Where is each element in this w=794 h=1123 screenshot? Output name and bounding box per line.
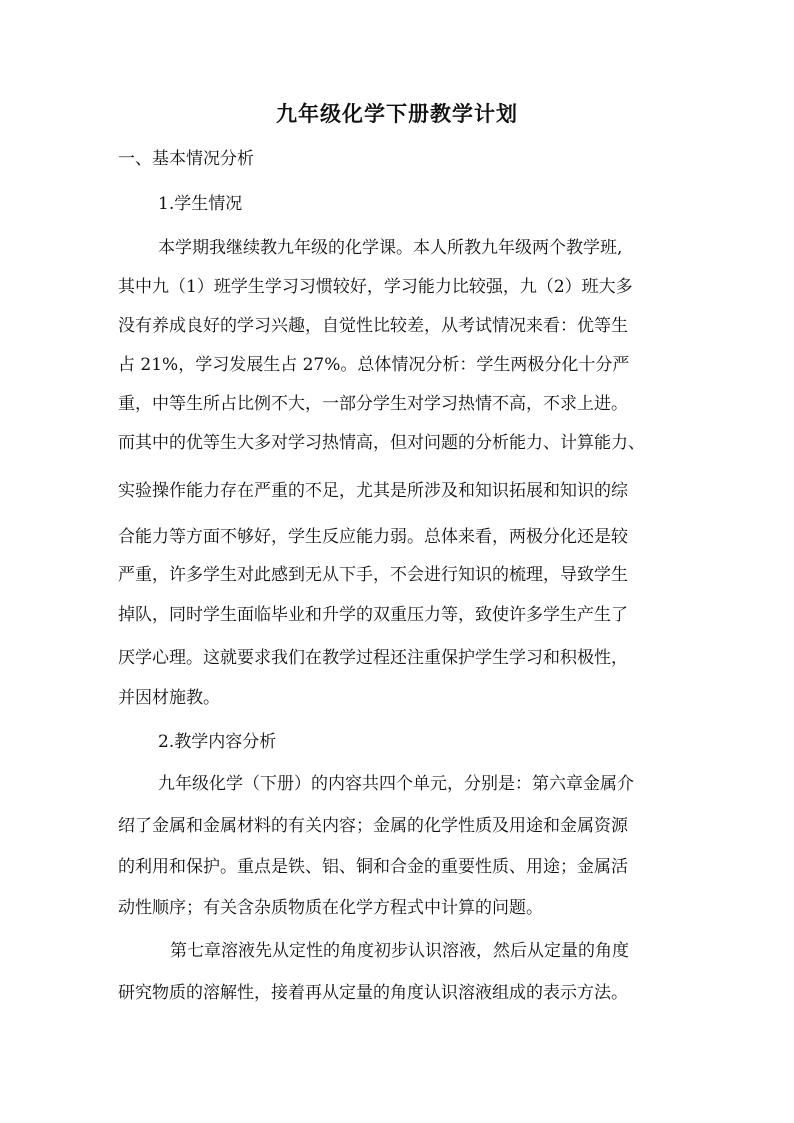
paragraph-line: 九年级化学（下册）的内容共四个单元，分别是：第六章金属介 <box>158 774 634 794</box>
paragraph-line: 的利用和保护。重点是铁、铝、铜和合金的重要性质、用途；金属活 <box>118 857 628 877</box>
subsection-heading: 2.教学内容分析 <box>158 732 277 752</box>
paragraph-line: 占 21%，学习发展生占 27%。总体情况分析：学生两极分化十分严 <box>118 355 630 375</box>
paragraph-line: 而其中的优等生大多对学习热情高，但对问题的分析能力、计算能力、 <box>118 433 645 453</box>
paragraph-line: 绍了金属和金属材料的有关内容；金属的化学性质及用途和金属资源 <box>118 816 628 836</box>
paragraph-line: 实验操作能力存在严重的不足，尤其是所涉及和知识拓展和知识的综 <box>118 481 628 501</box>
paragraph-line: 其中九（1）班学生学习习惯较好，学习能力比较强，九（2）班大多 <box>118 277 633 297</box>
paragraph-line: 掉队，同时学生面临毕业和升学的双重压力等，致使许多学生产生了 <box>118 605 628 625</box>
subsection-heading: 1.学生情况 <box>158 194 243 214</box>
paragraph-line: 第七章溶液先从定性的角度初步认识溶液，然后从定量的角度 <box>170 941 629 961</box>
paragraph-line: 合能力等方面不够好，学生反应能力弱。总体来看，两极分化还是较 <box>118 527 628 547</box>
paragraph-line: 并因材施教。 <box>118 688 220 708</box>
section-heading: 一、基本情况分析 <box>118 149 254 169</box>
paragraph-line: 研究物质的溶解性，接着再从定量的角度认识溶液组成的表示方法。 <box>118 983 628 1003</box>
paragraph-line: 严重，许多学生对此感到无从下手，不会进行知识的梳理，导致学生 <box>118 565 628 585</box>
paragraph-line: 本学期我继续教九年级的化学课。本人所教九年级两个教学班, <box>158 238 623 258</box>
paragraph-line: 动性顺序；有关含杂质物质在化学方程式中计算的问题。 <box>118 898 543 918</box>
paragraph-line: 厌学心理。这就要求我们在教学过程还注重保护学生学习和积极性， <box>118 648 628 668</box>
paragraph-line: 重，中等生所占比例不大，一部分学生对学习热情不高，不求上进。 <box>118 394 628 414</box>
paragraph-line: 没有养成良好的学习兴趣，自觉性比较差，从考试情况来看：优等生 <box>118 316 628 336</box>
document-title: 九年级化学下册教学计划 <box>276 101 518 126</box>
